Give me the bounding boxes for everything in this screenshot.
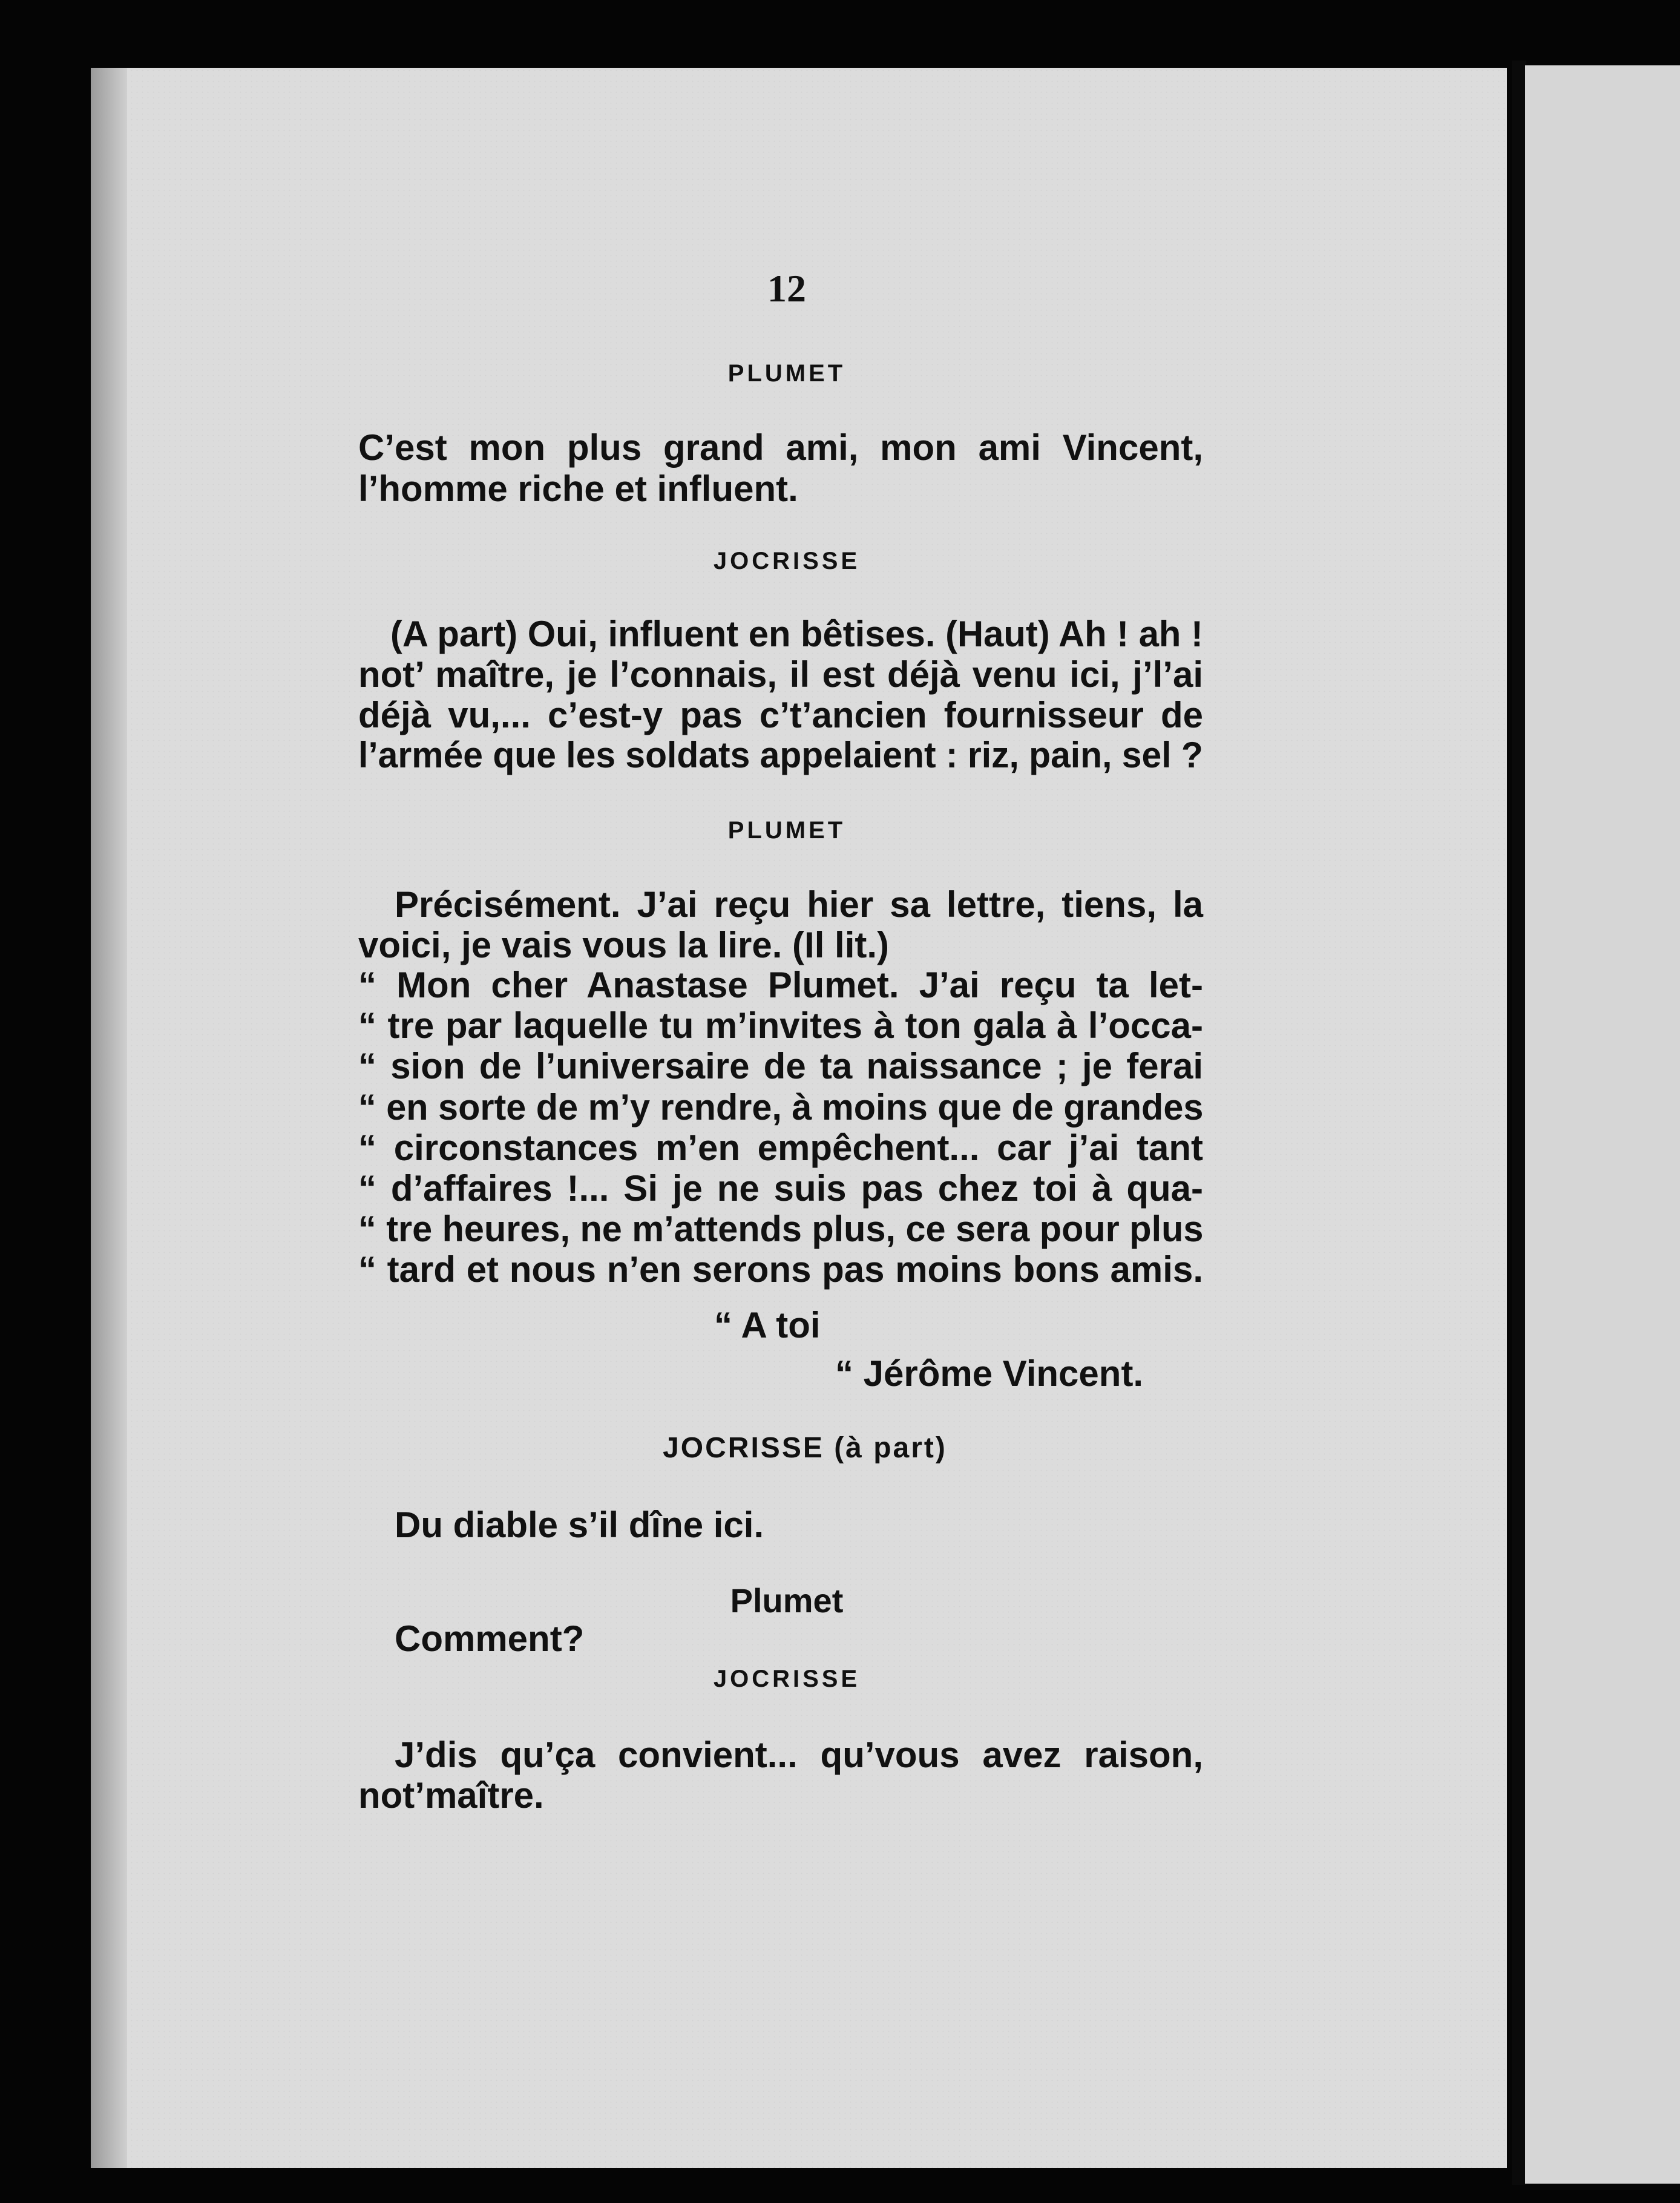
- text-line-22: not’maître.: [358, 1775, 544, 1816]
- text-line-16: “ tard et nous n’en serons pas moins bons amis.: [358, 1249, 1203, 1290]
- text-line-1: C’est mon plus grand ami, mon ami Vincent,: [358, 427, 1203, 468]
- text-line-3: (A part) Oui, influent en bêtises. (Haut) Ah ! ah !: [390, 614, 1203, 654]
- text-line-13: “ circonstances m’en empêchent... car j’ai tant: [358, 1128, 1203, 1168]
- text-line-7: Précisément. J’ai reçu hier sa lettre, tiens, la: [395, 884, 1203, 925]
- text-line-15: “ tre heures, ne m’attends plus, ce sera pour plus: [358, 1209, 1204, 1249]
- text-line-20: Comment?: [395, 1618, 585, 1659]
- speaker-plumet-3: Plumet: [730, 1581, 844, 1620]
- letter-signature: “ Jérôme Vincent.: [835, 1353, 1144, 1394]
- text-line-14: “ d’affaires !... Si je ne suis pas chez toi à qua-: [358, 1168, 1203, 1209]
- text-line-10: “ tre par laquelle tu m’invites à ton gala à l’occa-: [358, 1005, 1203, 1046]
- text-line-4: not’ maître, je l’connais, il est déjà venu ici, j’l’ai: [358, 654, 1203, 695]
- speaker-jocrisse-1: JOCRISSE: [713, 548, 861, 574]
- text-line-5: déjà vu,... c’est-y pas c’t’ancien fournisseur de: [358, 695, 1203, 735]
- page-number: 12: [767, 267, 806, 310]
- text-line-21: J’dis qu’ça convient... qu’vous avez raison,: [395, 1735, 1203, 1775]
- speaker-jocrisse-2: JOCRISSE: [713, 1666, 861, 1692]
- text-line-2: l’homme riche et influent.: [358, 468, 798, 509]
- text-line-6: l’armée que les soldats appelaient : riz, pain, sel ?: [358, 735, 1203, 775]
- text-line-8: voici, je vais vous la lire. (Il lit.): [358, 925, 890, 965]
- letter-closing: “ A toi: [714, 1305, 821, 1345]
- text-line-19: Du diable s’il dîne ici.: [395, 1505, 764, 1545]
- speaker-jocrisse-aside: JOCRISSE (à part): [663, 1432, 947, 1464]
- speaker-plumet-1: PLUMET: [727, 360, 846, 387]
- text-line-11: “ sion de l’universaire de ta naissance ; je ferai: [358, 1046, 1203, 1086]
- text-line-9: “ Mon cher Anastase Plumet. J’ai reçu ta let-: [358, 965, 1203, 1005]
- speaker-plumet-2: PLUMET: [727, 817, 846, 844]
- text-line-12: “ en sorte de m’y rendre, à moins que de grandes: [358, 1087, 1204, 1128]
